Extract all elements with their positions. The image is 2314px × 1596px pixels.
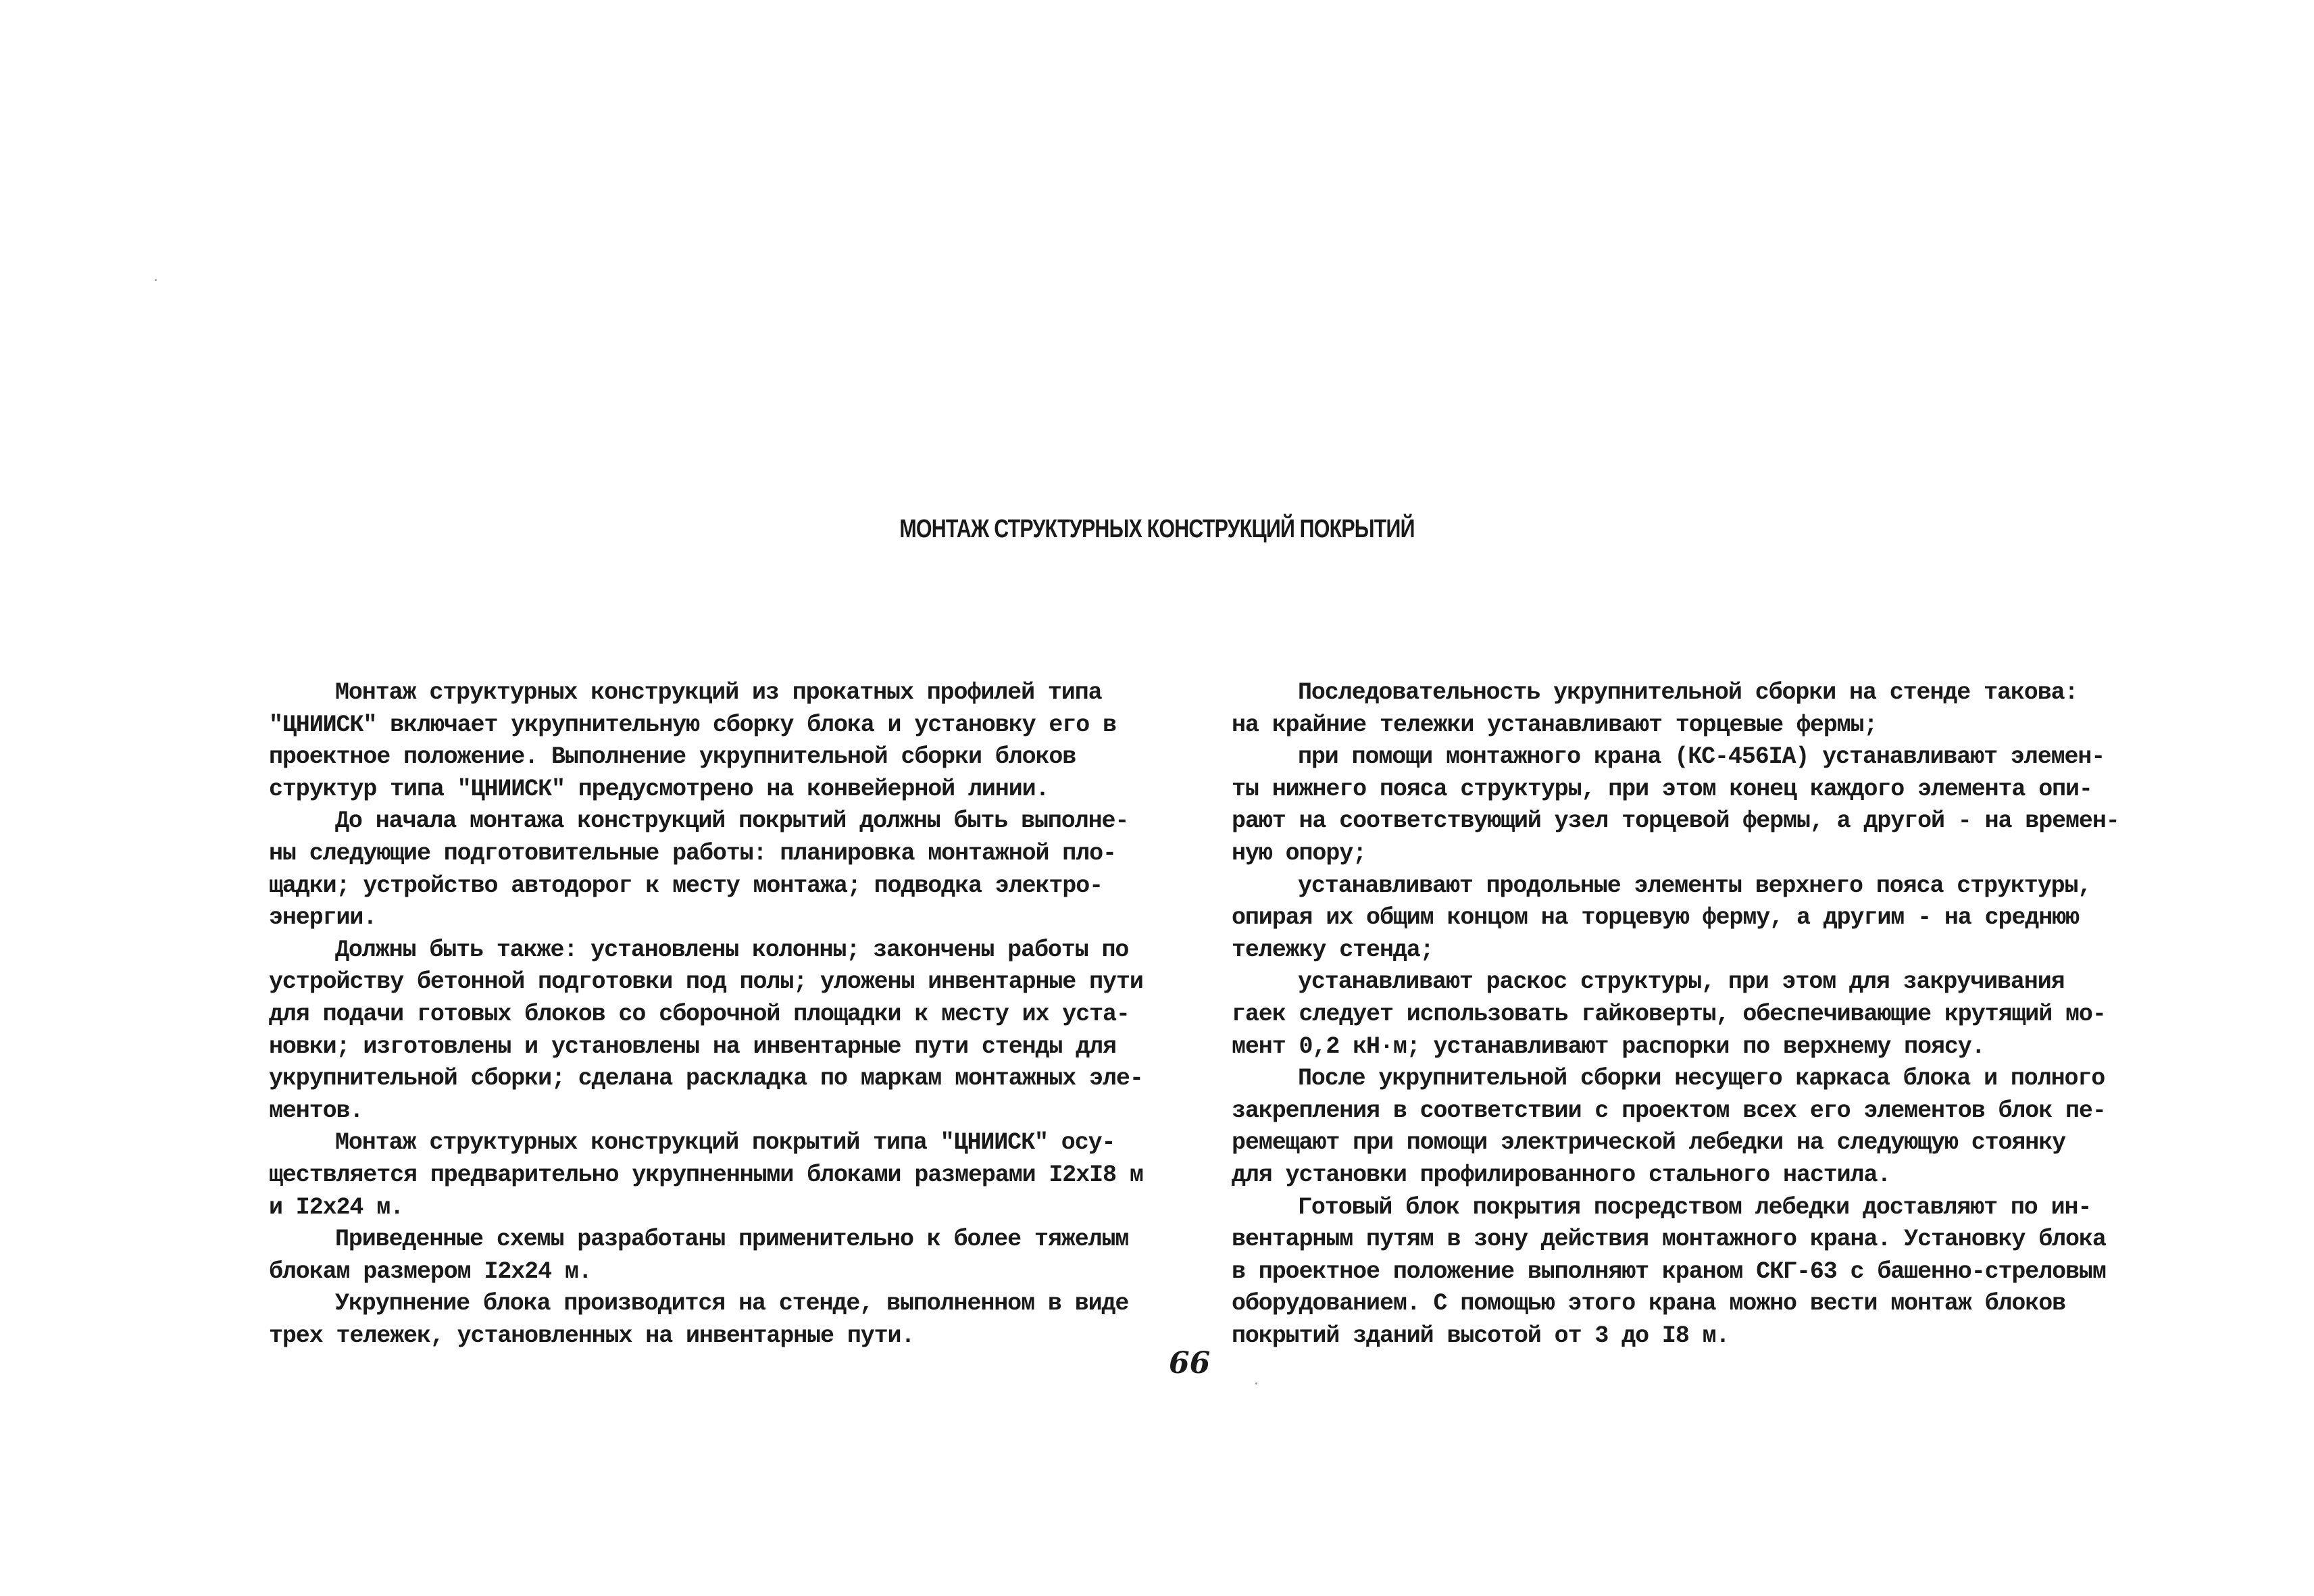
text-line: Укрупнение блока производится на стенде, выполненном в виде xyxy=(335,1290,1129,1318)
text-line: структур типа "ЦНИИСК" предусмотрено на конвейерной линии. xyxy=(269,775,1049,803)
text-line: при помощи монтажного крана (КС-456IА) устанавливают элемен- xyxy=(1298,743,2105,771)
text-line: для подачи готовых блоков со сборочной площадки к месту их уста- xyxy=(269,1000,1130,1028)
text-line: ты нижнего пояса структуры, при этом конец каждого элемента опи- xyxy=(1232,775,2092,803)
text-line: мент 0,2 кН·м; устанавливают распорки по верхнему поясу. xyxy=(1232,1032,1985,1060)
text-line: Приведенные схемы разработаны применительно к более тяжелым xyxy=(335,1226,1129,1253)
text-line: Готовый блок покрытия посредством лебедки доставляют по ин- xyxy=(1298,1193,2092,1221)
text-line: блокам размером I2x24 м. xyxy=(269,1257,592,1285)
text-line: ментов. xyxy=(269,1097,363,1124)
text-line: рают на соответствующий узел торцевой фермы, а другой - на времен- xyxy=(1232,807,2119,835)
text-line: закрепления в соответствии с проектом всех его элементов блок пе- xyxy=(1232,1097,2106,1124)
text-line: Монтаж структурных конструкций из прокатных профилей типа xyxy=(335,679,1102,706)
text-line: новки; изготовлены и установлены на инвентарные пути стенды для xyxy=(269,1032,1116,1060)
text-line: устанавливают раскос структуры, при этом для закручивания xyxy=(1298,968,2065,996)
text-line: вентарным путям в зону действия монтажного крана. Установку блока xyxy=(1232,1226,2106,1253)
text-line: энергии. xyxy=(269,904,377,932)
text-line: тележку стенда; xyxy=(1232,936,1434,964)
text-line: щадки; устройство автодорог к месту монтажа; подводка электро- xyxy=(269,872,1103,899)
text-line: Должны быть также: установлены колонны; закончены работы по xyxy=(335,936,1129,964)
text-line: на крайние тележки устанавливают торцевые фермы; xyxy=(1232,711,1878,739)
text-line: ремещают при помощи электрической лебедки на следующую стоянку xyxy=(1232,1129,2066,1157)
text-line: в проектное положение выполняют краном СКГ-63 с башенно-стреловым xyxy=(1232,1257,2106,1285)
text-line: покрытий зданий высотой от 3 до I8 м. xyxy=(1232,1322,1730,1349)
text-line: оборудованием. С помощью этого крана можно вести монтаж блоков xyxy=(1232,1290,2066,1318)
text-line: устанавливают продольные элементы верхнего пояса структуры, xyxy=(1298,872,2092,899)
left-text-column xyxy=(269,677,1143,1352)
page-title: МОНТАЖ СТРУКТУРНЫХ КОНСТРУКЦИЙ ПОКРЫТИЙ xyxy=(899,515,1415,543)
text-line: До начала монтажа конструкций покрытий должны быть выполне- xyxy=(335,807,1129,835)
right-text-column xyxy=(1232,677,2123,1352)
text-line: Монтаж структурных конструкций покрытий типа "ЦНИИСК" осу- xyxy=(335,1129,1115,1157)
text-line: После укрупнительной сборки несущего каркаса блока и полного xyxy=(1298,1065,2105,1093)
text-line: трех тележек, установленных на инвентарные пути. xyxy=(269,1322,915,1349)
text-line: опирая их общим концом на торцевую ферму, а другим - на среднюю xyxy=(1232,904,2079,932)
text-line: ны следующие подготовительные работы: планировка монтажной пло- xyxy=(269,839,1116,867)
page-number: 66 xyxy=(1169,1346,1211,1380)
text-line: ществляется предварительно укрупненными блоками размерами I2xI8 м xyxy=(269,1161,1143,1189)
text-line: укрупнительной сборки; сделана раскладка по маркам монтажных эле- xyxy=(269,1065,1143,1093)
text-line: для установки профилированного стального настила. xyxy=(1232,1161,1891,1189)
text-line: и I2x24 м. xyxy=(269,1193,404,1221)
scan-speck xyxy=(1255,1382,1257,1385)
text-line: "ЦНИИСК" включает укрупнительную сборку блока и установку его в xyxy=(269,711,1116,739)
scan-speck xyxy=(155,279,157,281)
text-line: устройству бетонной подготовки под полы; уложены инвентарные пути xyxy=(269,968,1143,996)
text-line: проектное положение. Выполнение укрупнительной сборки блоков xyxy=(269,743,1076,771)
text-line: гаек следует использовать гайковерты, обеспечивающие крутящий мо- xyxy=(1232,1000,2106,1028)
text-line: ную опору; xyxy=(1232,839,1367,867)
text-line: Последовательность укрупнительной сборки на стенде такова: xyxy=(1298,679,2078,706)
